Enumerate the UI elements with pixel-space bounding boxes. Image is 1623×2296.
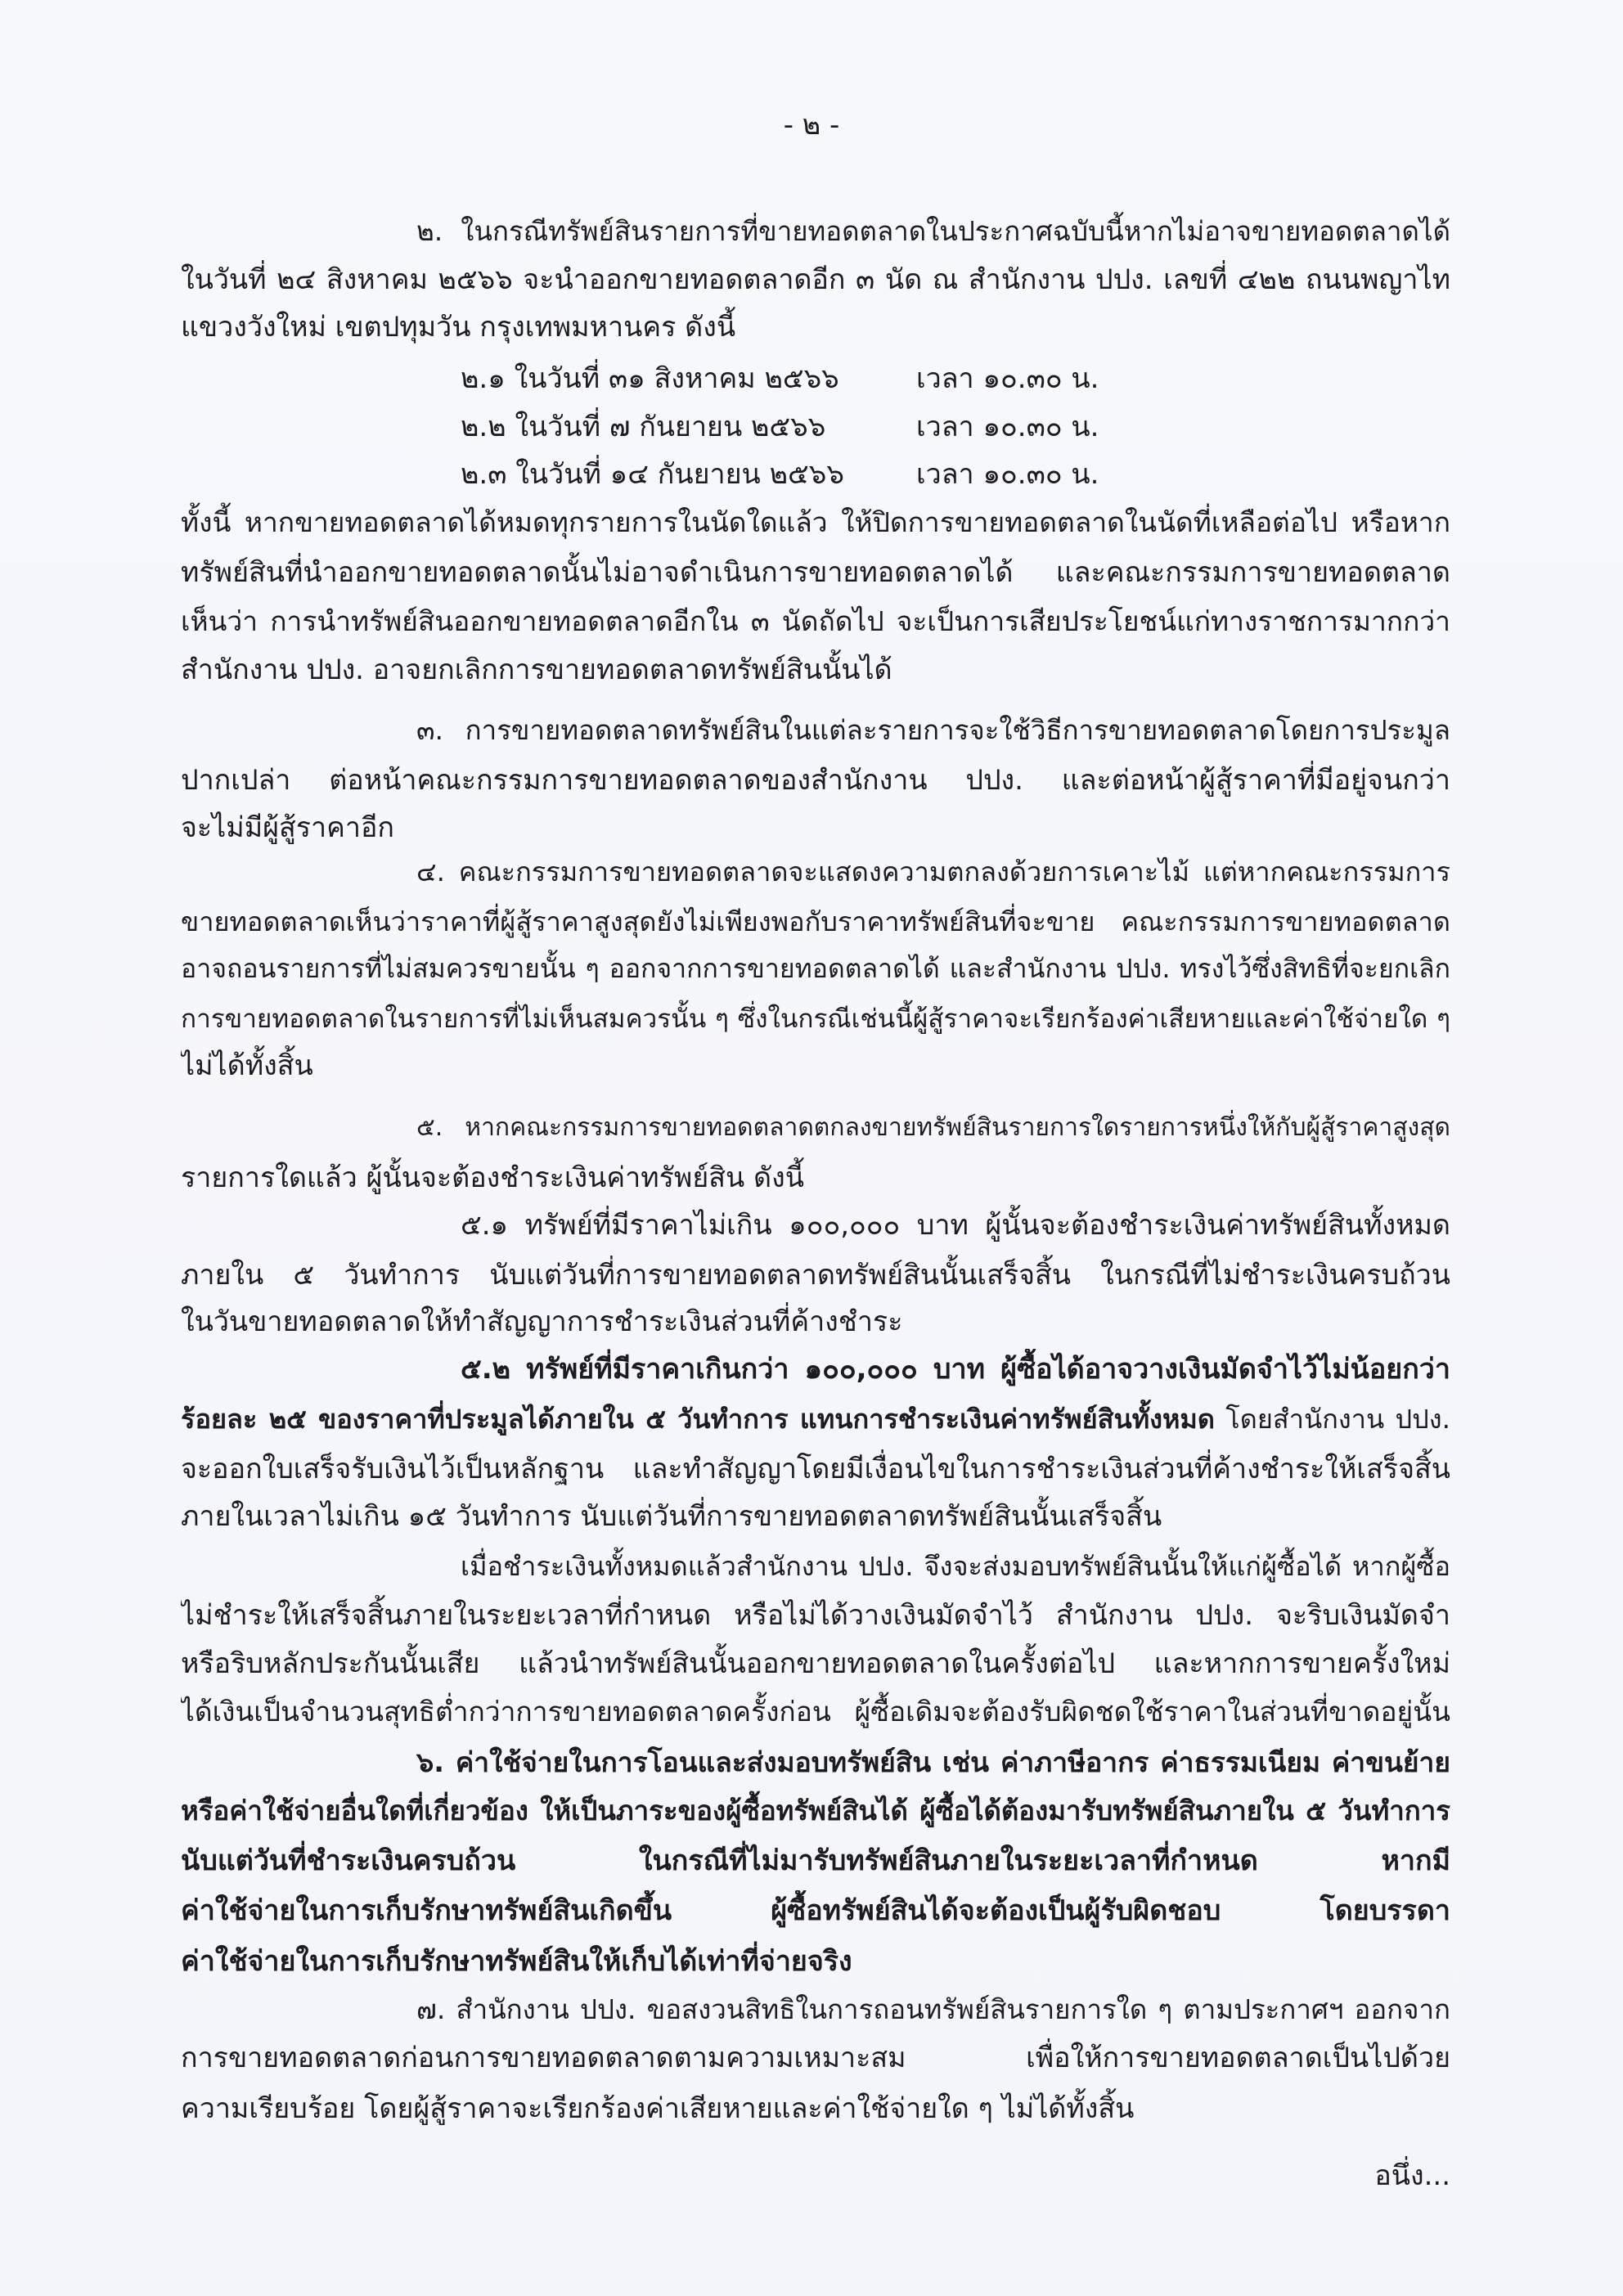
clause-5-line-2: รายการใดแล้ว ผู้นั้นจะต้องชำระเงินค่าทรัพย์สิน ดังนี้ — [181, 1161, 804, 1194]
clause-5-2-line-1: ๕.๒ ทรัพย์ที่มีราคาเกินกว่า ๑๐๐,๐๐๐ บาท ผู้ซื้อได้อาจวางเงินมัดจำไว้ไม่น้อยกว่า — [461, 1353, 1450, 1386]
clause-4-line-2: ขายทอดตลาดเห็นว่าราคาที่ผู้สู้ราคาสูงสุดยังไม่เพียงพอกับราคาทรัพย์สินที่จะขาย คณะกรรมการขายทอดตลาด — [181, 906, 1450, 937]
clause-5-2-line-3: จะออกใบเสร็จรับเงินไว้เป็นหลักฐาน และทำสัญญาโดยมีเงื่อนไขในการชำระเงินส่วนที่ค้างชำระให้เสร็จสิ้น — [181, 1453, 1450, 1485]
clause-7-line-2: การขายทอดตลาดก่อนการขายทอดตลาดตามความเหมาะสม เพื่อให้การขายทอดตลาดเป็นไปด้วย — [181, 2042, 1450, 2074]
schedule-time-2: เวลา ๑๐.๓๐ น. — [916, 411, 1099, 443]
schedule-time-1: เวลา ๑๐.๓๐ น. — [916, 362, 1099, 395]
clause-2-line-2: ในวันที่ ๒๔ สิงหาคม ๒๕๖๖ จะนำออกขายทอดตลาดอีก ๓ นัด ณ สำนักงาน ปปง. เลขที่ ๔๒๒ ถนนพญาไท — [181, 263, 1450, 296]
clause-7-line-1: ๗. สำนักงาน ปปง. ขอสงวนสิทธิในการถอนทรัพย์สินรายการใด ๆ ตามประกาศฯ ออกจาก — [416, 1993, 1450, 2025]
continuation-marker: อนึ่ง... — [1374, 2159, 1450, 2192]
clause-3-line-2: ปากเปล่า ต่อหน้าคณะกรรมการขายทอดตลาดของสำนักงาน ปปง. และต่อหน้าผู้สู้ราคาที่มีอยู่จนกว่า — [181, 764, 1450, 797]
clause-2-line-3: แขวงวังใหม่ เขตปทุมวัน กรุงเทพมหานคร ดังนี้ — [181, 311, 736, 344]
schedule-date-1: ๒.๑ ในวันที่ ๓๑ สิงหาคม ๒๕๖๖ — [461, 362, 839, 395]
clause-5-2-line-2 — [181, 1399, 1450, 1440]
schedule-date-3: ๒.๓ ในวันที่ ๑๔ กันยายน ๒๕๖๖ — [461, 458, 844, 491]
clause-5-line-1: ๕. หากคณะกรรมการขายทอดตลาดตกลงขายทรัพย์สินรายการใดรายการหนึ่งให้กับผู้สู้ราคาสูงสุด — [416, 1113, 1450, 1142]
schedule-date-2: ๒.๒ ในวันที่ ๗ กันยายน ๒๕๖๖ — [461, 411, 826, 443]
schedule-time-3: เวลา ๑๐.๓๐ น. — [916, 458, 1099, 491]
clause-4-line-3: อาจถอนรายการที่ไม่สมควรขายนั้น ๆ ออกจากการขายทอดตลาดได้ และสำนักงาน ปปง. ทรงไว้ซึ่งสิทธิที่จะยกเลิก — [181, 953, 1450, 984]
followup-line-4: ได้เงินเป็นจำนวนสุทธิต่ำกว่าการขายทอดตลาดครั้งก่อน ผู้ซื้อเดิมจะต้องรับผิดชดใช้ราคาในส่วนที่ขาดอยู่นั้น — [181, 1696, 1450, 1728]
clause-4-line-5: ไม่ได้ทั้งสิ้น — [181, 1049, 313, 1082]
clause-5-1-line-2: ภายใน ๕ วันทำการ นับแต่วันที่การขายทอดตลาดทรัพย์สินนั้นเสร็จสิ้น ในกรณีที่ไม่ชำระเงินครบถ้วน — [181, 1259, 1450, 1292]
clause-4-line-1: ๔. คณะกรรมการขายทอดตลาดจะแสดงความตกลงด้วยการเคาะไม้ แต่หากคณะกรรมการ — [416, 856, 1450, 887]
clause-2-note-line-1: ทั้งนี้ หากขายทอดตลาดได้หมดทุกรายการในนัดใดแล้ว ให้ปิดการขายทอดตลาดในนัดที่เหลือต่อไป หรือหาก — [181, 506, 1450, 538]
clause-2-note-line-2: ทรัพย์สินที่นำออกขายทอดตลาดนั้นไม่อาจดำเนินการขายทอดตลาดได้ และคณะกรรมการขายทอดตลาด — [181, 556, 1450, 589]
clause-7-line-3: ความเรียบร้อย โดยผู้สู้ราคาจะเรียกร้องค่าเสียหายและค่าใช้จ่ายใด ๆ ไม่ได้ทั้งสิ้น — [181, 2092, 1135, 2125]
clause-5-2-line-2-continuation: โดยสำนักงาน ปปง. — [1225, 1404, 1450, 1435]
clause-6-line-4: ค่าใช้จ่ายในการเก็บรักษาทรัพย์สินเกิดขึ้น ผู้ซื้อทรัพย์สินได้จะต้องเป็นผู้รับผิดชอบ โดยบรรดา — [181, 1894, 1450, 1927]
followup-line-3: หรือริบหลักประกันนั้นเสีย แล้วนำทรัพย์สินนั้นออกขายทอดตลาดในครั้งต่อไป และหากการขายครั้งใหม่ — [181, 1647, 1450, 1680]
clause-5-1-line-1: ๕.๑ ทรัพย์ที่มีราคาไม่เกิน ๑๐๐,๐๐๐ บาท ผู้นั้นจะต้องชำระเงินค่าทรัพย์สินทั้งหมด — [461, 1209, 1450, 1242]
clause-6-line-1: ๖. ค่าใช้จ่ายในการโอนและส่งมอบทรัพย์สิน เช่น ค่าภาษีอากร ค่าธรรมเนียม ค่าขนย้าย — [416, 1746, 1450, 1778]
clause-2-line-1: ๒. ในกรณีทรัพย์สินรายการที่ขายทอดตลาดในประกาศฉบับนี้หากไม่อาจขายทอดตลาดได้ — [416, 215, 1450, 247]
followup-line-1: เมื่อชำระเงินทั้งหมดแล้วสำนักงาน ปปง. จึงจะส่งมอบทรัพย์สินนั้นให้แก่ผู้ซื้อได้ หากผู้ซื้อ — [461, 1551, 1450, 1582]
clause-2-note-line-4: สำนักงาน ปปง. อาจยกเลิกการขายทอดตลาดทรัพย์สินนั้นได้ — [181, 654, 892, 686]
clause-4-line-4: การขายทอดตลาดในรายการที่ไม่เห็นสมควรนั้น ๆ ซึ่งในกรณีเช่นนี้ผู้สู้ราคาจะเรียกร้องค่าเสียหายและค่าใช้จ่ายใด ๆ — [181, 1004, 1450, 1034]
clause-6-line-3: นับแต่วันที่ชำระเงินครบถ้วน ในกรณีที่ไม่มารับทรัพย์สินภายในระยะเวลาที่กำหนด หากมี — [181, 1844, 1450, 1877]
clause-5-2-line-4: ภายในเวลาไม่เกิน ๑๕ วันทำการ นับแต่วันที่การขายทอดตลาดทรัพย์สินนั้นเสร็จสิ้น — [181, 1500, 1162, 1533]
clause-6-line-2: หรือค่าใช้จ่ายอื่นใดที่เกี่ยวข้อง ให้เป็นภาระของผู้ซื้อทรัพย์สินได้ ผู้ซื้อได้ต้องมารับทรัพย์สินภายใน ๕ วันทำการ — [181, 1795, 1450, 1826]
clause-3-line-1: ๓. การขายทอดตลาดทรัพย์สินในแต่ละรายการจะใช้วิธีการขายทอดตลาดโดยการประมูล — [416, 714, 1450, 746]
page-number: - ๒ - — [783, 109, 840, 142]
clause-5-2-line-2-bold: ร้อยละ ๒๕ ของราคาที่ประมูลได้ภายใน ๕ วันทำการ แทนการชำระเงินค่าทรัพย์สินทั้งหมด — [181, 1404, 1215, 1435]
followup-line-2: ไม่ชำระให้เสร็จสิ้นภายในระยะเวลาที่กำหนด หรือไม่ได้วางเงินมัดจำไว้ สำนักงาน ปปง. จะริบเงินมัดจำ — [181, 1599, 1450, 1632]
clause-2-note-line-3: เห็นว่า การนำทรัพย์สินออกขายทอดตลาดอีกใน ๓ นัดถัดไป จะเป็นการเสียประโยชน์แก่ทางราชการมากกว่า — [181, 605, 1450, 637]
clause-6-line-5: ค่าใช้จ่ายในการเก็บรักษาทรัพย์สินให้เก็บได้เท่าที่จ่ายจริง — [181, 1945, 852, 1978]
clause-3-line-3: จะไม่มีผู้สู้ราคาอีก — [181, 811, 394, 844]
clause-5-1-line-3: ในวันขายทอดตลาดให้ทำสัญญาการชำระเงินส่วนที่ค้างชำระ — [181, 1305, 903, 1338]
